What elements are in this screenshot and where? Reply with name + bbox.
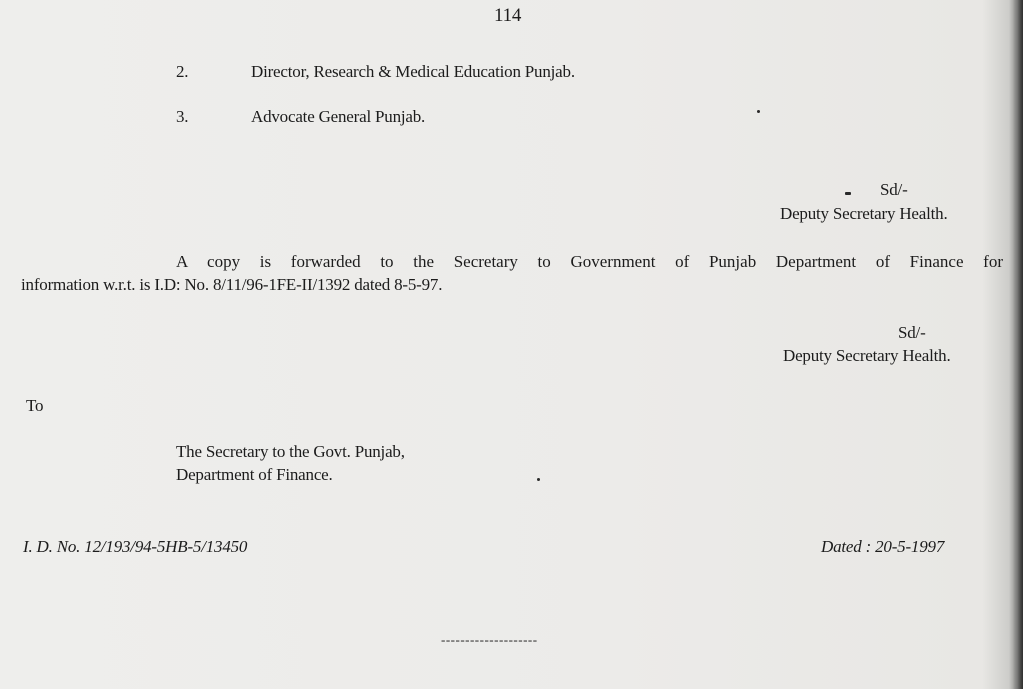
addressee-line-2: Department of Finance. (176, 465, 333, 484)
page-edge-shadow (1009, 0, 1023, 689)
signature-designation: Deputy Secretary Health. (783, 346, 951, 365)
separator-line: -------------------- (441, 632, 538, 647)
ink-speck (845, 192, 851, 195)
reference-id-number: I. D. No. 12/193/94-5HB-5/13450 (23, 537, 248, 556)
signature-sd: Sd/- (880, 180, 908, 199)
ink-speck (537, 478, 540, 481)
copy-forward-line-2: information w.r.t. is I.D: No. 8/11/96-1FE-II/1392 dated 8-5-97. (21, 275, 443, 294)
copy-forward-line-1: A copy is forwarded to the Secretary to Government of Punjab Department of Finance for (176, 252, 1003, 271)
reference-date: Dated : 20-5-1997 (821, 537, 945, 556)
to-label: To (26, 396, 44, 415)
ink-speck (757, 110, 760, 113)
list-item-number: 2. (176, 62, 189, 81)
list-item-number: 3. (176, 107, 189, 126)
addressee-line-1: The Secretary to the Govt. Punjab, (176, 442, 405, 461)
signature-sd: Sd/- (898, 323, 926, 342)
list-item-text: Advocate General Punjab. (251, 107, 426, 126)
list-item-text: Director, Research & Medical Education Punjab. (251, 62, 575, 81)
signature-designation: Deputy Secretary Health. (780, 204, 948, 223)
page-number: 114 (494, 5, 522, 26)
